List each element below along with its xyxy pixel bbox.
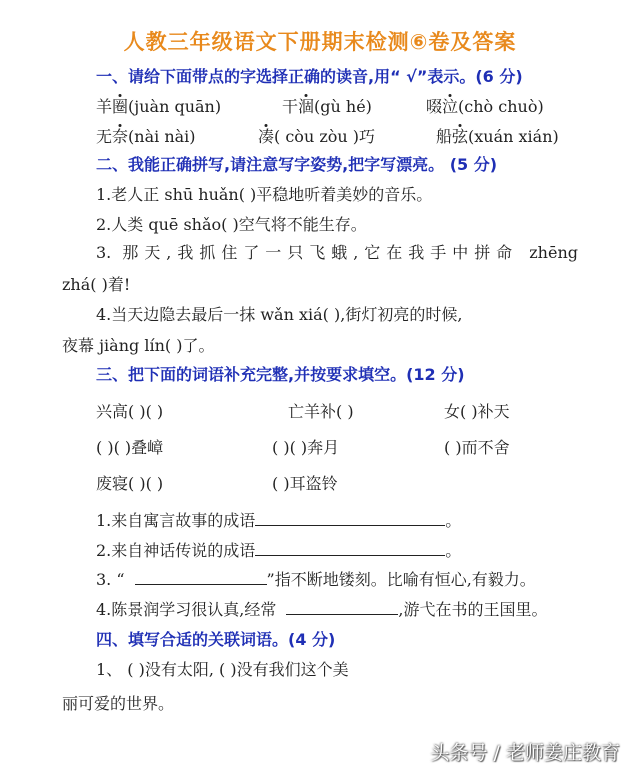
s1-row2-item3: 船弦(xuán xián) [436,127,559,146]
s2-question-4-line2: 夜幕 jiàng lín( )了。 [62,336,215,355]
section-2-heading: 二、我能正确拼写,请注意写字姿势,把字写漂亮。 (5 分) [96,155,498,174]
s3-question-3: 3. “ ”指不断地镂刻。比喻有恒心,有毅力。 [96,570,536,589]
section-4-heading: 四、填写合适的关联词语。(4 分) [96,630,336,649]
s2-question-3-line2: zhá( )着! [62,275,131,294]
s3-idiom-6: ( )而不舍 [444,438,510,457]
s3-question-1: 1.来自寓言故事的成语 。 [96,511,462,530]
s3-question-4: 4.陈景润学习很认真,经常 ,游弋在书的王国里。 [96,600,548,619]
s3-idiom-2: 亡羊补( ) [288,402,354,421]
s1-row1-item1: 羊圈(juàn quān) [96,97,222,116]
s3-idiom-4: ( )( )叠嶂 [96,438,164,457]
s3-idiom-8: ( )耳盗铃 [272,474,338,493]
s3-idiom-7: 废寝( )( ) [96,474,164,493]
section-1-heading: 一、请给下面带点的字选择正确的读音,用“ √”表示。(6 分) [96,67,523,86]
s2-question-1: 1.老人正 shū huǎn( )平稳地听着美妙的音乐。 [96,185,433,204]
s1-row2-item2: 凑( còu zòu )巧 [258,127,376,146]
s3-idiom-1: 兴高( )( ) [96,402,164,421]
s1-row2-item1: 无奈(nài nài) [96,127,196,146]
s2-question-2: 2.人类 quē shǎo( )空气将不能生存。 [96,215,367,234]
s1-row1-item2: 干涸(gù hé) [282,97,372,116]
page-title: 人教三年级语文下册期末检测⑥卷及答案 [123,30,517,54]
s4-question-1-line1: 1、 ( )没有太阳, ( )没有我们这个美 [96,660,349,679]
s3-idiom-5: ( )( )奔月 [272,438,340,457]
s3-idiom-3: 女( )补天 [444,402,510,421]
watermark: 头条号 / 老师姜庄教育 [430,742,620,764]
s3-question-2: 2.来自神话传说的成语 。 [96,541,462,560]
s2-question-3-line1: 3. 那天,我抓住了一只飞蛾,它在我手中拼命 zhēng [96,243,578,262]
s4-question-1-line2: 丽可爱的世界。 [62,694,175,713]
section-3-heading: 三、把下面的词语补充完整,并按要求填空。(12 分) [96,365,465,384]
s2-question-4-line1: 4.当天边隐去最后一抹 wǎn xiá( ),街灯初亮的时候, [96,305,463,324]
s1-row1-item3: 啜泣(chò chuò) [426,97,544,116]
